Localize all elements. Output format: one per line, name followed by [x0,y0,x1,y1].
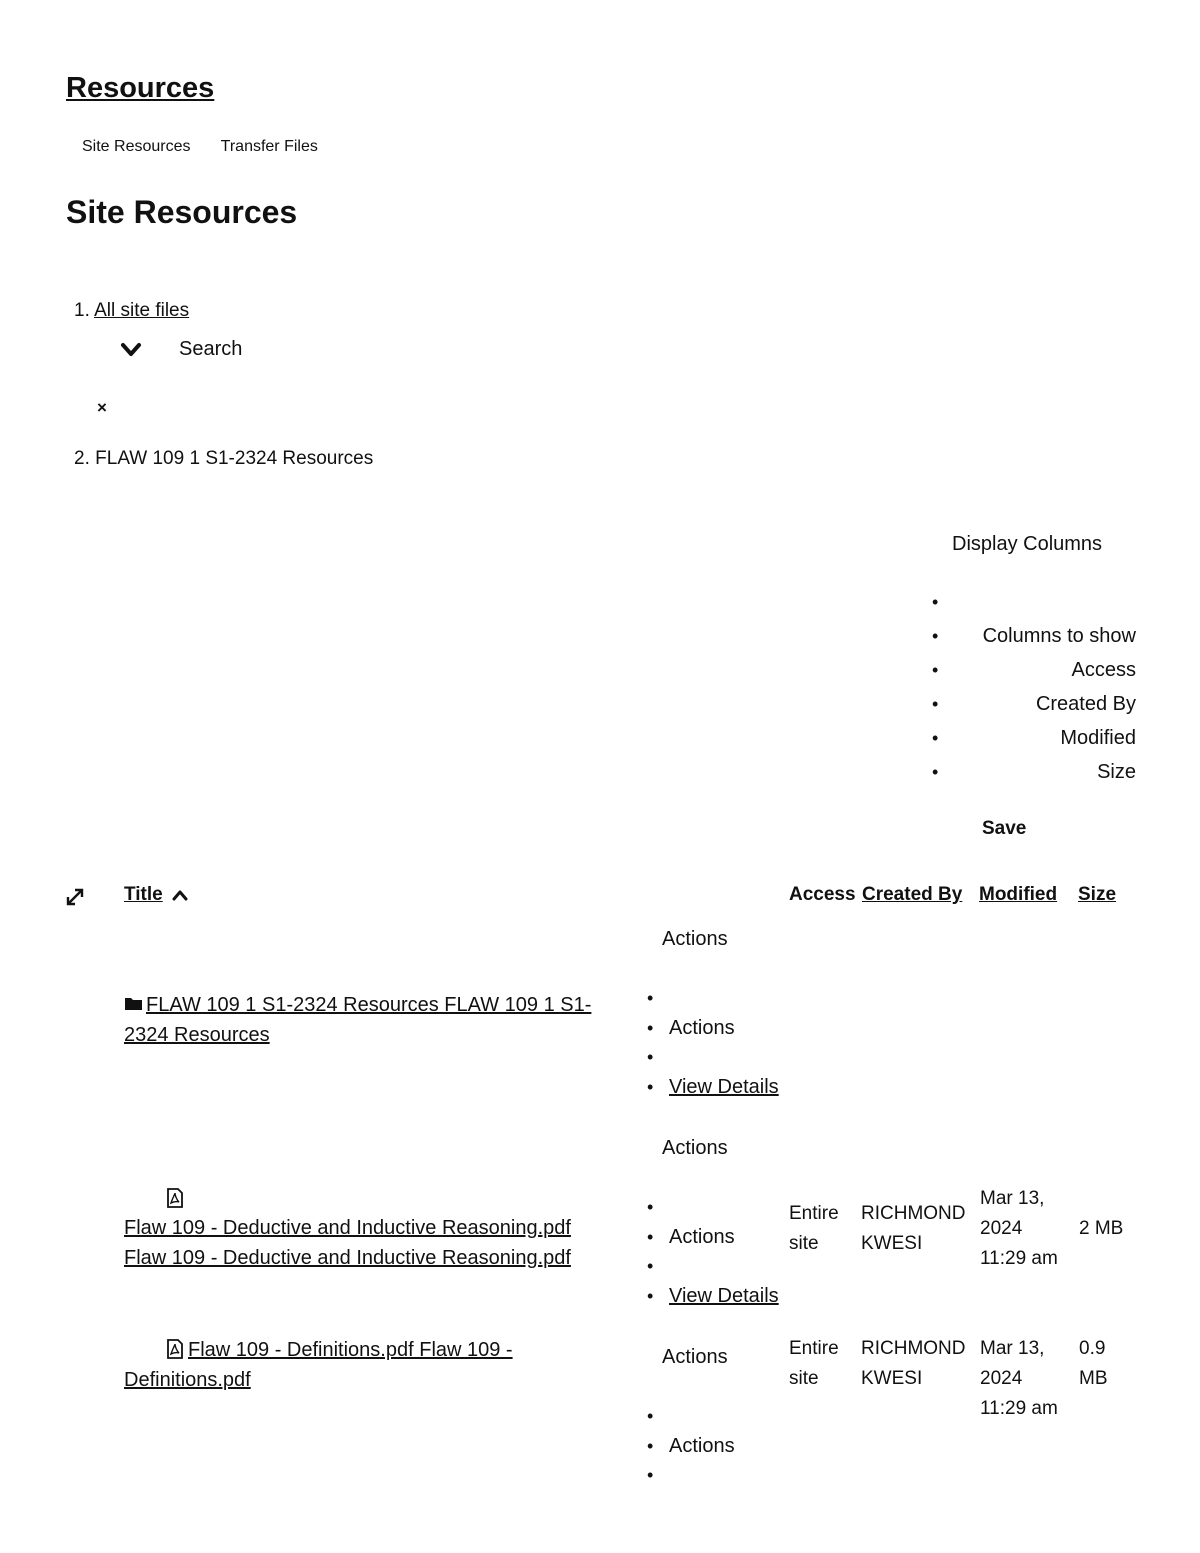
breadcrumb-all-site-files-link[interactable]: All site files [94,300,190,321]
modified-cell: Mar 13, 2024 11:29 am [980,1188,1058,1269]
tab-transfer-files[interactable]: Transfer Files [220,138,318,155]
breadcrumb-search-label[interactable]: Search [179,338,243,360]
column-header-access: Access [789,884,856,905]
column-option-modified[interactable]: • Modified [926,726,1136,760]
actions-label: Actions [662,1137,728,1159]
created-by-cell: RICHMOND KWESI [861,1203,966,1254]
display-columns-menu [926,590,1136,794]
breadcrumb-item-2 [74,448,373,470]
column-header-title-label[interactable]: Title [124,884,163,905]
table-row-title [124,1213,614,1273]
actions-button[interactable]: • Actions [645,1223,779,1253]
actions-menu-item [645,1252,779,1282]
column-header-title[interactable] [124,884,188,906]
tool-tabs [82,138,344,156]
actions-menu-item [645,1193,779,1223]
breadcrumb-number: 2. [74,448,90,469]
column-option-size[interactable]: • Size [926,760,1136,794]
row-actions-menu [645,984,779,1102]
table-row-title [124,990,614,1050]
display-columns-heading: • Columns to show [926,624,1136,658]
table-row-title [124,1335,564,1395]
access-cell: Entire site [789,1203,839,1254]
expand-icon[interactable] [64,886,86,908]
view-details-link[interactable]: View Details [669,1075,779,1098]
close-icon[interactable]: × [97,398,107,417]
access-cell: Entire site [789,1338,839,1389]
save-button[interactable]: Save [982,818,1027,839]
actions-menu-item [645,1043,779,1073]
folder-icon [124,996,144,1012]
file-link[interactable]: Flaw 109 - Deductive and Inductive Reasoning.pdf Flaw 109 - Deductive and Inductive Reasoning.pdf [124,1217,571,1269]
size-cell: 0.9 MB [1079,1338,1108,1389]
actions-menu-item [645,1461,735,1491]
actions-menu-item [645,1402,735,1432]
actions-button[interactable]: • Actions [645,1014,779,1044]
modified-cell: Mar 13, 2024 11:29 am [980,1338,1058,1419]
actions-label: Actions [662,928,728,950]
page-heading[interactable]: Resources [66,72,215,104]
actions-button[interactable]: • Actions [645,1432,735,1462]
actions-label: Actions [662,1346,728,1368]
pdf-icon [166,1339,184,1359]
pdf-icon [166,1188,184,1208]
column-option-created-by[interactable]: • Created By [926,692,1136,726]
folder-link[interactable]: FLAW 109 1 S1-2324 Resources FLAW 109 1 S1-2324 Resources [124,994,592,1046]
created-by-cell: RICHMOND KWESI [861,1338,966,1389]
sort-ascending-icon [172,889,188,901]
display-columns-toggle[interactable]: Display Columns [952,533,1103,555]
tab-site-resources[interactable]: Site Resources [82,138,191,155]
display-columns-item [926,590,1136,624]
row-actions-menu [645,1402,735,1491]
column-option-access[interactable]: • Access [926,658,1136,692]
view-details-link[interactable]: View Details [669,1284,779,1307]
row-actions-menu [645,1193,779,1311]
breadcrumb-item-1 [74,300,189,322]
breadcrumb-current-folder: FLAW 109 1 S1-2324 Resources [95,448,374,469]
file-link[interactable]: Flaw 109 - Definitions.pdf Flaw 109 - Definitions.pdf [124,1339,513,1391]
size-cell: 2 MB [1079,1218,1124,1239]
actions-menu-item [645,984,779,1014]
chevron-down-icon[interactable] [120,340,142,360]
column-header-modified[interactable]: Modified [979,884,1058,905]
column-header-created-by[interactable]: Created By [862,884,963,905]
site-title: Site Resources [66,194,298,230]
column-header-size[interactable]: Size [1078,884,1117,905]
breadcrumb-number: 1. [74,300,90,321]
